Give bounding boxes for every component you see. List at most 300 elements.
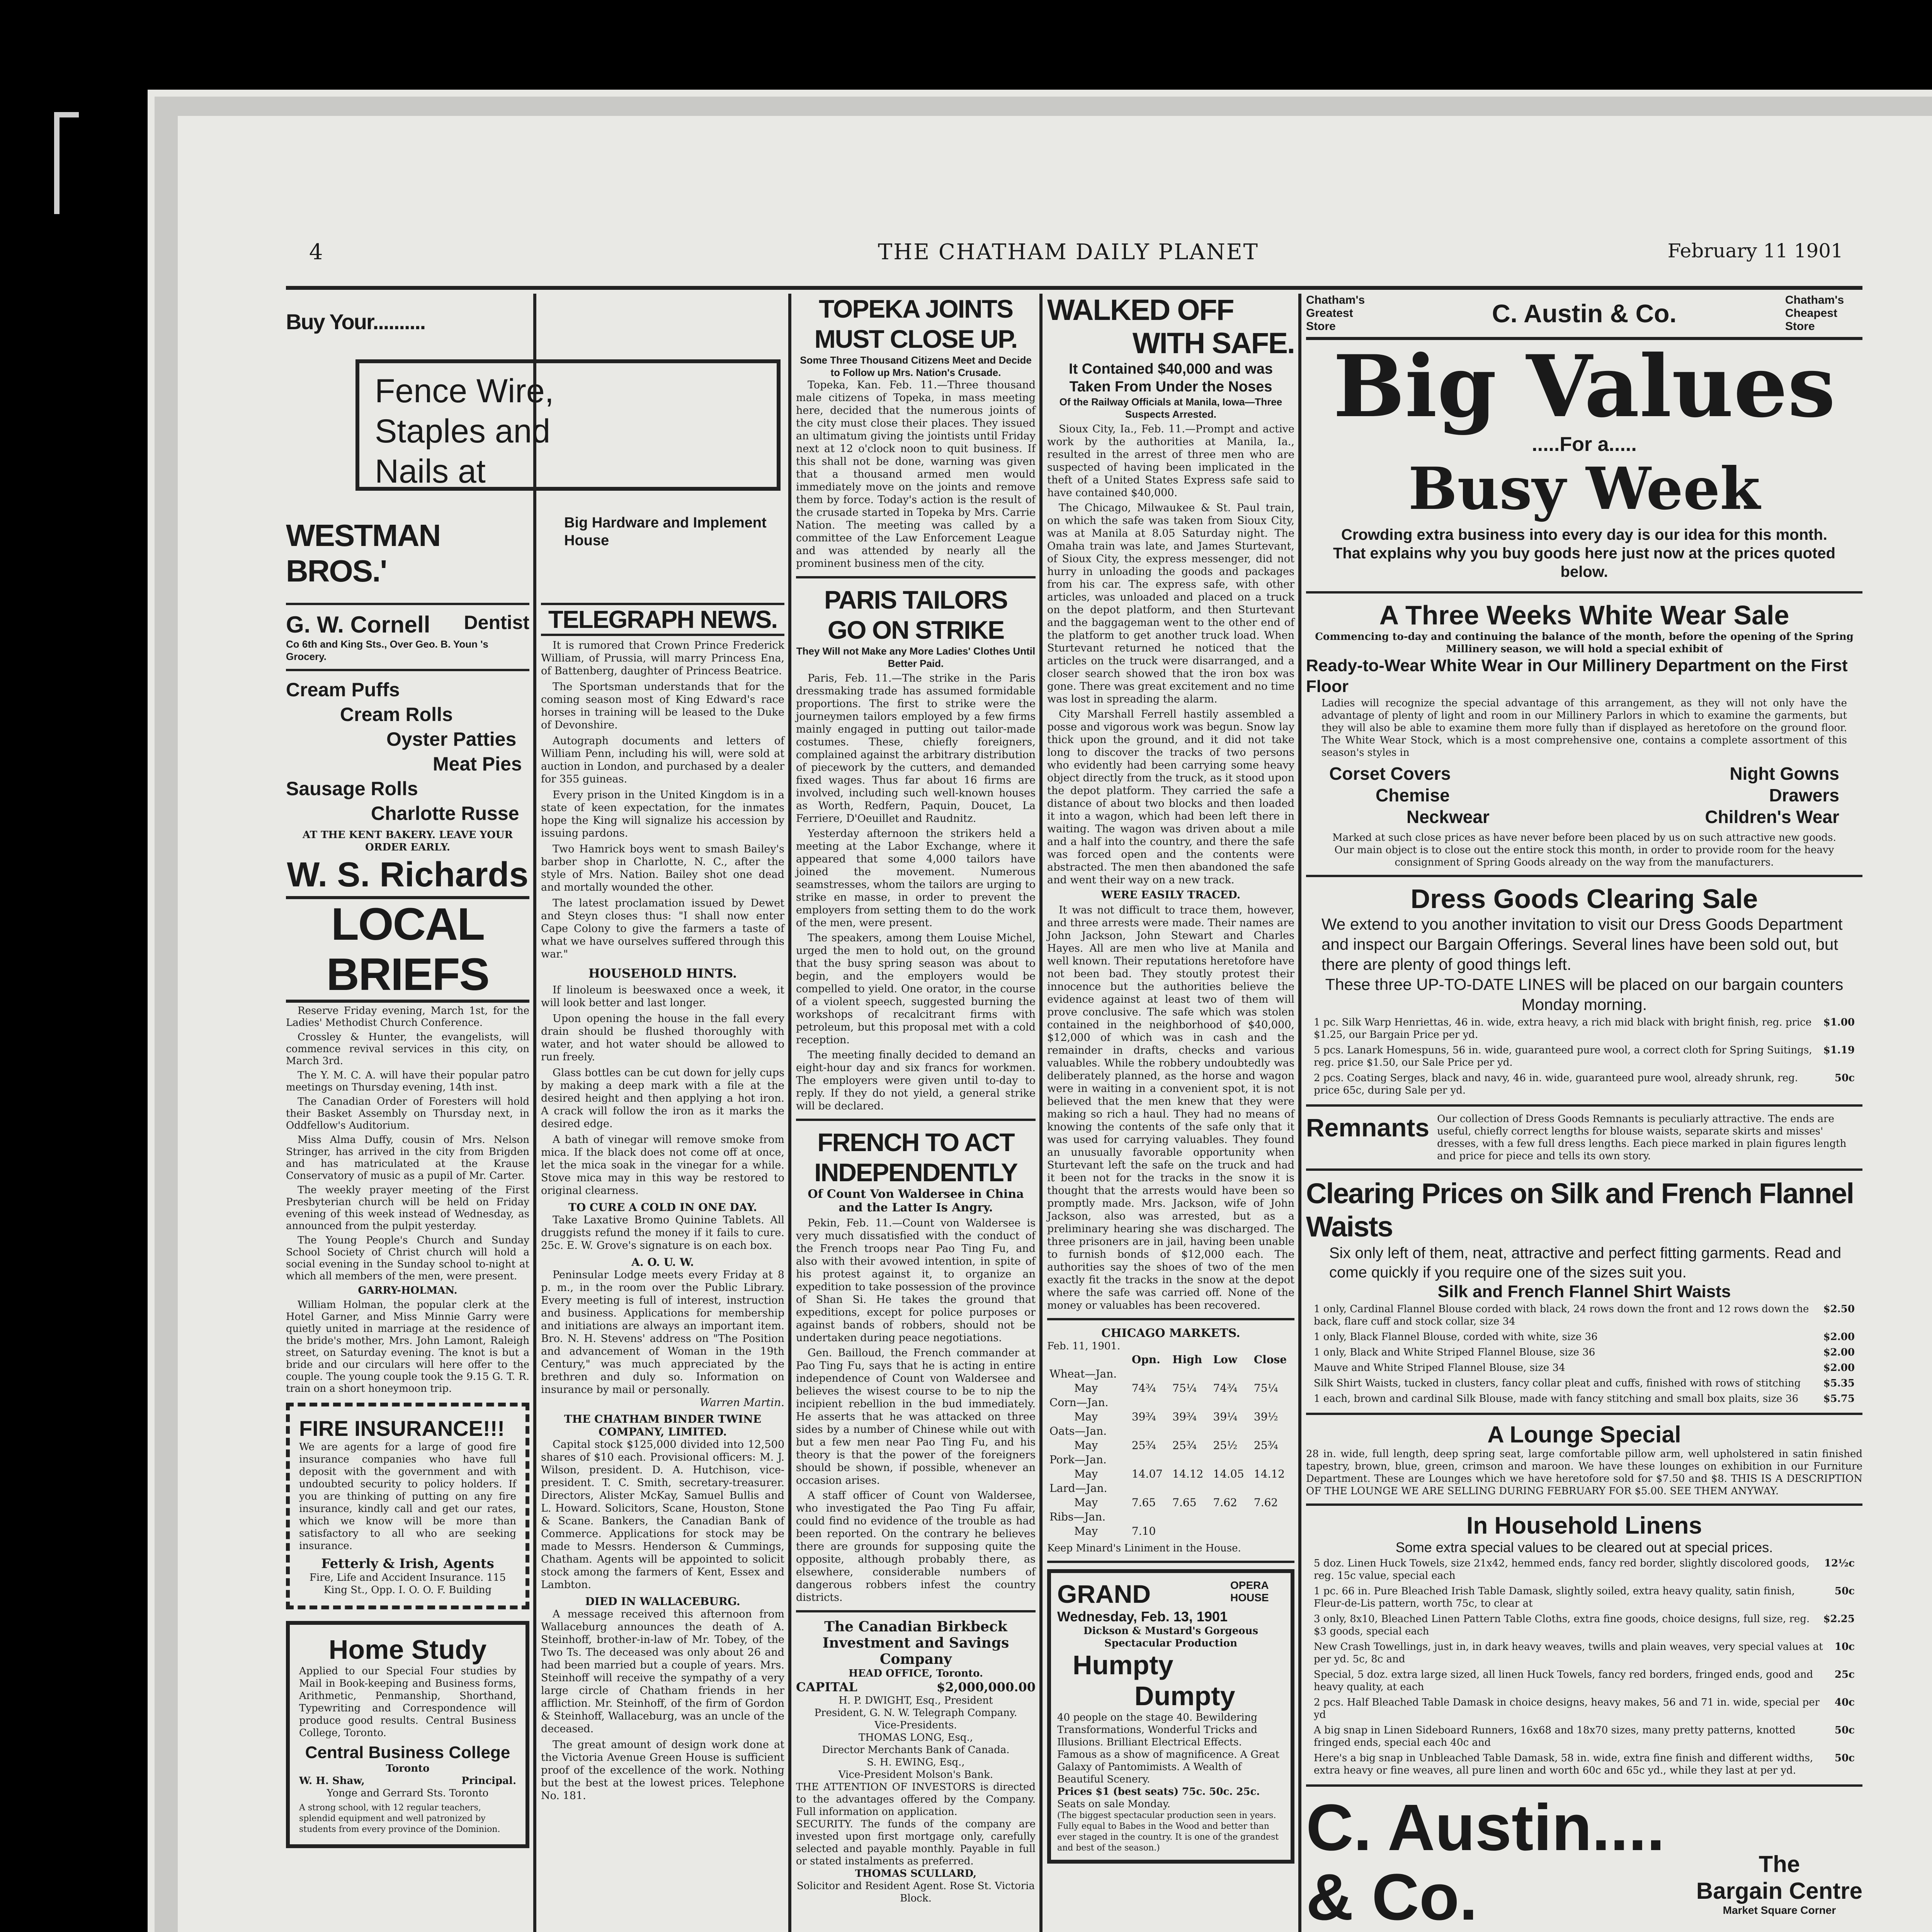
silk-title: Clearing Prices on Silk and French Flannel Waists xyxy=(1306,1177,1854,1243)
officer-line: S. H. EWING, Esq., xyxy=(867,1757,965,1768)
price-value: $2.25 xyxy=(1823,1613,1855,1625)
price-description: 1 only, Black and White Striped Flannel Blouse, size 36 xyxy=(1314,1347,1595,1358)
grand-producer: Dickson & Mustard's Gorgeous Spectacular Production xyxy=(1083,1625,1259,1649)
headline-line: WALKED OFF xyxy=(1047,294,1234,327)
study-title: Home Study xyxy=(328,1634,487,1665)
telegraph-body xyxy=(541,639,784,961)
topeka-headline xyxy=(796,294,1036,354)
price-line xyxy=(1306,1639,1862,1667)
white-wear-item: Neckwear xyxy=(1406,807,1490,827)
walked-deck2: Of the Railway Officials at Manila, Iowa—Three Suspects Arrested. xyxy=(1059,396,1282,420)
died-body: A message received this afternoon from Wallaceburg announces the death of A. Steinhoff, brother-in-law of Mr. Tobey, of the Two Ts. The deceased was only about 26 and had been married but a couple of years. Mrs. Steinhoff will receive the sympathy of a very large circle of Chatham friends in her affliction. Mr. Steinhoff, of the firm of Gordon & Steinhoff, Wallaceburg, was an uncle of the deceased. xyxy=(541,1608,784,1735)
white-wear-items xyxy=(1306,759,1862,832)
brief: Miss Alma Duffy, cousin of Mrs. Nelson Stringer, has arrived in the city from Brigden and has matriculated at the Krause Conservatory of music as a pupil of Mr. Carter. xyxy=(286,1134,529,1182)
table-cell: 14.05 xyxy=(1213,1468,1244,1480)
table-cell: 39¼ xyxy=(1213,1410,1238,1423)
table-cell xyxy=(1129,1367,1170,1381)
austin-right-tag: Chatham's Cheapest Store xyxy=(1785,294,1844,333)
table-cell xyxy=(1211,1510,1252,1524)
headline-line: FRENCH TO ACT xyxy=(817,1128,1014,1156)
table-row xyxy=(1047,1381,1294,1395)
price-description: 2 pcs. Half Bleached Table Damask in choice designs, heavy makes, 56 and 71 in. wide, special per yd xyxy=(1314,1697,1820,1721)
austin-lead: Crowding extra business into every day is our idea for this month. That explains why you buy goods here just now at the prices quoted below. xyxy=(1333,526,1836,580)
aouw-title: A. O. U. W. xyxy=(631,1256,694,1269)
grand-show1: Humpty xyxy=(1073,1650,1173,1680)
price-value: 25c xyxy=(1834,1669,1855,1680)
austin-left-tag: Chatham's Greatest Store xyxy=(1306,294,1365,333)
table-cell: May xyxy=(1074,1496,1098,1509)
household-body xyxy=(541,984,784,1197)
price-value: 50c xyxy=(1834,1752,1855,1764)
paris-para: The speakers, among them Louise Michel, urged the men to hold out, on the ground that the busy spring season was about to begin, and the employers would be compelled to yield. One orator, in the course of a violent speech, suggested burning the workshops of recalcitrant firms with petroleum, but this proposal met with a cold reception. xyxy=(796,932,1036,1046)
column-3 xyxy=(796,294,1036,1905)
table-row xyxy=(1047,1524,1294,1538)
divider xyxy=(286,669,529,671)
table-cell xyxy=(1211,1452,1252,1467)
table-cell: May xyxy=(1074,1439,1098,1452)
white-wear-title: A Three Weeks White Wear Sale xyxy=(1379,600,1789,630)
table-row xyxy=(1047,1495,1294,1510)
richards-name: W. S. Richards xyxy=(287,855,529,894)
price-description: 1 pc. Silk Warp Henriettas, 46 in. wide, extra heavy, a rich mid black with bright finish, reg. price $1.25, our Bargain Price per yd. xyxy=(1314,1017,1812,1041)
header-rule xyxy=(286,286,1862,290)
linen-intro: Some extra special values to be cleared out at special prices. xyxy=(1395,1539,1773,1555)
page-number: 4 xyxy=(309,240,323,265)
table-cell: 25¾ xyxy=(1253,1439,1278,1452)
price-description: Here's a big snap in Unbleached Table Damask, 58 in. wide, extra fine finish and different widths, extra heavy or fine weaves, all pure linen and worth 60c and 65c yd., while they last at per yd. xyxy=(1314,1752,1813,1776)
bakery-item: Sausage Rolls xyxy=(286,778,418,799)
table-header: Opn. xyxy=(1131,1353,1160,1366)
westman-tagline: Big Hardware and Implement House xyxy=(564,515,767,549)
price-value: 50c xyxy=(1834,1585,1855,1597)
officer-line: Director Merchants Bank of Canada. xyxy=(822,1744,1010,1756)
bakery-item: Charlotte Russe xyxy=(371,803,519,824)
table-cell: 7.10 xyxy=(1131,1525,1156,1537)
local-briefs-body xyxy=(286,1005,529,1395)
headline-line: MUST CLOSE UP. xyxy=(814,325,1017,353)
table-cell: 14.12 xyxy=(1172,1468,1204,1480)
remnants-title: Remnants xyxy=(1306,1113,1430,1142)
price-line xyxy=(1306,1329,1862,1345)
markets-date: Feb. 11, 1901. xyxy=(1047,1340,1121,1352)
officer-line: President, G. N. W. Telegraph Company. xyxy=(814,1707,1017,1719)
price-line xyxy=(1306,1015,1862,1043)
brief: The Y. M. C. A. will have their popular patro meetings on Thursday evening, 14th inst. xyxy=(286,1070,529,1093)
dress-goods-body: We extend to you another invitation to visit our Dress Goods Department and inspect our Bargain Offerings. Several lines have been sold out, but there are plenty of good things left. xyxy=(1321,915,1843,973)
price-description: Special, 5 doz. extra large sized, all linen Huck Towels, fancy red borders, fringed ends, good and heavy quality, at each xyxy=(1314,1669,1813,1693)
table-cell xyxy=(1170,1424,1211,1438)
price-line xyxy=(1306,1611,1862,1639)
price-value: $1.00 xyxy=(1823,1017,1855,1028)
headline-line: PARIS TAILORS xyxy=(824,585,1007,614)
price-description: 1 only, Cardinal Flannel Blouse corded with black, 24 rows down the front and 12 rows down the back, flare cuff and stock collar, size 34 xyxy=(1314,1303,1809,1327)
table-cell xyxy=(1170,1524,1211,1538)
table-row xyxy=(1047,1481,1294,1495)
white-wear-row xyxy=(1329,806,1839,828)
bakery-note: AT THE KENT BAKERY. LEAVE YOUR ORDER EARLY. xyxy=(302,829,513,853)
price-line xyxy=(1306,1360,1862,1376)
bargain-line: Bargain Centre xyxy=(1696,1878,1862,1904)
divider xyxy=(1306,1168,1862,1171)
grand-opera-ad xyxy=(1047,1569,1294,1864)
cornell-role: Dentist xyxy=(464,612,529,633)
price-line xyxy=(1306,1583,1862,1611)
binder-title: THE CHATHAM BINDER TWINE COMPANY, LIMITED. xyxy=(564,1413,762,1438)
divider xyxy=(286,603,529,605)
price-description: Mauve and White Striped Flannel Blouse, size 34 xyxy=(1314,1362,1565,1374)
column-4 xyxy=(1047,294,1294,1864)
brief-subhead: GARRY-HOLMAN. xyxy=(358,1285,457,1296)
fire-insurance-ad xyxy=(286,1403,529,1609)
price-description: 2 pcs. Coating Serges, black and navy, 46 in. wide, guaranteed pure wool, already shrunk, reg. price 65c, during Sale per yd. xyxy=(1314,1072,1798,1096)
table-cell xyxy=(1211,1424,1252,1438)
table-row xyxy=(1047,1410,1294,1424)
table-cell xyxy=(1170,1481,1211,1495)
price-description: 1 only, Black Flannel Blouse, corded with white, size 36 xyxy=(1314,1331,1598,1343)
topeka-deck: Some Three Thousand Citizens Meet and Decide to Follow up Mrs. Nation's Crusade. xyxy=(800,354,1032,378)
price-description: 5 doz. Linen Huck Towels, size 21x42, hemmed ends, fancy red border, slightly discolored goods, reg. 15c value, special each xyxy=(1314,1558,1810,1582)
cornell-name: G. W. Cornell xyxy=(286,612,430,638)
telegraph-title: TELEGRAPH NEWS. xyxy=(541,603,784,636)
table-cell xyxy=(1129,1395,1170,1410)
lounge-body: 28 in. wide, full length, deep spring seat, large comfortable pillow arm, well upholstered in satin finished tapestry, brown, blue, green, crimson and maroon. We have these lounges on exhibition in our Furniture Department. These are Lounges which we have heretofore sold for $7.50 and $8. THIS IS A DESCRIPTION OF THE LOUNGE WE ARE SELLING DURING FEBRUARY FOR $5.00. SEE THEM ANYWAY. xyxy=(1306,1448,1862,1497)
died-title: DIED IN WALLACEBURG. xyxy=(585,1595,740,1608)
white-wear-row xyxy=(1329,763,1839,784)
remnants-body: Our collection of Dress Goods Remnants is peculiarly attractive. The ends are useful, chiefly correct lengths for blouse waists, separate skirts and misses' dresses, with a few full dress lengths. Each piece marked in plain figures length and price for piece and tells its own story. xyxy=(1437,1113,1847,1162)
table-cell: 74¾ xyxy=(1213,1382,1238,1395)
fire-body: We are agents for a large of good fire insurance companies who have full deposit with the government and with undoubted security to policy holders. If you are thinking of putting on any fire insurance, kindly call and get our rates, which we know will be more than satisfactory to all who are seeking insurance. xyxy=(299,1441,516,1552)
westman-name: WESTMAN BROS.' xyxy=(286,518,440,588)
austin-name: C. Austin & Co. xyxy=(1492,299,1677,328)
bakery-item: Meat Pies xyxy=(433,753,522,775)
divider xyxy=(1047,1318,1294,1320)
table-row xyxy=(1047,1424,1294,1438)
table-cell: 39¾ xyxy=(1172,1410,1197,1423)
markets-title: CHICAGO MARKETS. xyxy=(1101,1327,1240,1340)
austin-topbar xyxy=(1306,294,1862,340)
linen-title: In Household Linens xyxy=(1466,1512,1702,1539)
study-address: Yonge and Gerrard Sts. Toronto xyxy=(327,1787,489,1799)
table-cell: 75¼ xyxy=(1172,1382,1197,1395)
divider xyxy=(1306,591,1862,594)
birkbeck-agent: THOMAS SCULLARD, xyxy=(855,1868,977,1879)
crop-mark xyxy=(54,112,79,214)
birkbeck-office: HEAD OFFICE, Toronto. xyxy=(848,1668,983,1679)
telegraph-item: The latest proclamation issued by Dewet and Steyn closes thus: "I shall now enter Cape Colony to give the farmers a taste of what we have ourselves suffered through this war." xyxy=(541,897,784,960)
divider xyxy=(1306,1104,1862,1107)
home-study-ad xyxy=(286,1621,529,1848)
austin-big-name-line: & Co. xyxy=(1306,1861,1478,1932)
austin-busy-week: Busy Week xyxy=(1408,455,1760,523)
silk-body: Six only left of them, neat, attractive and perfect fitting garments. Read and come quickly if you require one of the sizes suit you. xyxy=(1329,1245,1842,1281)
table-cell: May xyxy=(1074,1525,1098,1537)
french-para: Gen. Bailloud, the French commander at Pao Ting Fu, says that he is acting in entire independence of Count von Waldersee and believes the wisest course to be to nip the incipient rebellion in the bud immediately. He asserts that he was attacked on three sides by a number of Chinese while out with but a few men near Pao Ting Fu, and his theory is that the power of the foreigners should be shown, if possible, whenever an occasion arises. xyxy=(796,1347,1036,1486)
richards-items xyxy=(286,677,529,826)
table-cell xyxy=(1170,1395,1211,1410)
table-cell xyxy=(1129,1452,1170,1467)
price-line xyxy=(1306,1043,1862,1070)
table-cell: 25¾ xyxy=(1131,1439,1156,1452)
divider xyxy=(1306,1413,1862,1415)
price-line xyxy=(1306,1345,1862,1360)
remnants-block xyxy=(1306,1113,1862,1162)
price-line xyxy=(1306,1070,1862,1098)
bakery-item: Cream Puffs xyxy=(286,679,400,701)
austin-fora: .....For a..... xyxy=(1532,433,1637,456)
binder-body: Capital stock $125,000 divided into 12,500 shares of $10 each. Provisional officers: M. J. Wilson, president. D. A. Hutchison, vice-president. T. C. Smith, secretary-treasurer. Directors, Alister McKay, Samuel Bullis and L. Howard. Solicitors, Scane, Houston, Stone & Scane. Bankers, the Canadian Bank of Commerce. Applications for stock may be made to Messrs. Henderson & Cummings, Chatham. Agents will be appointed to solicit stock among the farmers of Kent, Essex and Lambton. xyxy=(541,1439,784,1591)
grand-details: 40 people on the stage 40. Bewildering Transformations, Wonderful Tricks and Illusions. Brilliant Electrical Effects. Famous as a show of magnificence. A Great Galaxy of Pantomimists. A Wealth of Beautiful Scenery. xyxy=(1057,1712,1280,1785)
column-2 xyxy=(541,603,784,1802)
price-value: $2.00 xyxy=(1823,1347,1855,1358)
price-value: 50c xyxy=(1834,1072,1855,1084)
column-rule xyxy=(1298,294,1301,1932)
table-cell: 39½ xyxy=(1253,1410,1278,1423)
aouw-sign: Warren Martin. xyxy=(699,1396,784,1409)
white-wear-sub: Ready-to-Wear White Wear in Our Millinery Department on the First Floor xyxy=(1306,656,1848,696)
table-cell xyxy=(1252,1395,1294,1410)
table-cell: Pork—Jan. xyxy=(1049,1453,1107,1466)
table-cell: 39¾ xyxy=(1131,1410,1156,1423)
table-cell xyxy=(1252,1424,1294,1438)
white-wear-item: Drawers xyxy=(1769,785,1839,805)
westman-line: Staples and xyxy=(375,413,551,450)
column-rule xyxy=(1039,294,1043,1932)
paris-body xyxy=(796,672,1036,1112)
brief: The Young People's Church and Sunday School Society of Christ church will hold a social evening in the Sunday school to-night at which all members of the men, were present. xyxy=(286,1235,529,1282)
table-cell xyxy=(1170,1510,1211,1524)
dress-goods-title: Dress Goods Clearing Sale xyxy=(1410,884,1758,914)
table-cell: Oats—Jan. xyxy=(1049,1425,1107,1437)
table-cell xyxy=(1252,1510,1294,1524)
officer-line: H. P. DWIGHT, Esq., President xyxy=(838,1695,993,1706)
officer-line: Vice-President Molson's Bank. xyxy=(838,1769,993,1781)
price-line xyxy=(1306,1391,1862,1406)
table-cell xyxy=(1252,1524,1294,1538)
table-cell xyxy=(1211,1395,1252,1410)
lounge-title: A Lounge Special xyxy=(1487,1422,1681,1447)
grand-header xyxy=(1057,1579,1284,1609)
officer-line: THOMAS LONG, Esq., xyxy=(858,1732,973,1743)
price-line xyxy=(1306,1750,1862,1778)
study-footer: A strong school, with 12 regular teachers, splendid equipment and well patronized by students from every province of the Dominion. xyxy=(299,1803,500,1834)
divider xyxy=(1306,1503,1862,1506)
table-cell: 7.62 xyxy=(1213,1496,1237,1509)
french-headline xyxy=(796,1127,1036,1187)
austin-bargain xyxy=(1696,1793,1862,1917)
hint: If linoleum is beeswaxed once a week, it will look better and last longer. xyxy=(541,984,784,1009)
minards-note: Keep Minard's Liniment in the House. xyxy=(1047,1543,1241,1554)
telegraph-item: It is rumored that Crown Prince Frederick William, of Prussia, will marry Princess Ena, of Battenberg, daughter of Princess Beatrice. xyxy=(541,639,784,677)
table-cell xyxy=(1252,1367,1294,1381)
grand-opera: OPERA HOUSE xyxy=(1230,1579,1269,1604)
study-body: Applied to our Special Four studies by Mail in Book-keeping and Business forms, Arithmetic, Penmanship, Shorthand, Typewriting and Correspondence will produce good results. Central Business College, Toronto. xyxy=(299,1665,516,1739)
table-cell xyxy=(1129,1424,1170,1438)
study-principal-title: Principal. xyxy=(461,1775,516,1787)
price-description: New Crash Towellings, just in, in dark heavy weaves, twills and plain weaves, very special values at per yd. 5c, 8c and xyxy=(1314,1641,1823,1665)
walked-headline xyxy=(1047,294,1294,360)
fire-address: Fire, Life and Accident Insurance. 115 King St., Opp. I. O. O. F. Building xyxy=(309,1572,506,1596)
table-cell: 14.07 xyxy=(1131,1468,1163,1480)
paris-para: Paris, Feb. 11.—The strike in the Paris dressmaking trade has assumed formidable proportions. The first to strike were the journeymen tailors employed by a few firms mainly engaged in putting out tailor-made costumes. These, chiefly foreigners, complained against the arbitrary distribution of piecework by the cutters, and demanded fixed wages. Thus far about 16 firms are involved, including such well-known houses as Worth, Redfern, Paquin, Doucet, La Ferriere, D'Oeuillet and Raudnitz. xyxy=(796,672,1036,825)
table-cell: Lard—Jan. xyxy=(1049,1482,1107,1495)
price-description: A big snap in Linen Sideboard Runners, 16x68 and 18x70 sizes, many pretty patterns, knotted fringed ends, special each 40c and xyxy=(1314,1725,1796,1748)
greenhouse-note: The great amount of design work done at the Victoria Avenue Green House is sufficient proof of the excellence of the work. Nothing but the best at the lowest prices. Telephone No. 181. xyxy=(541,1739,784,1802)
table-cell xyxy=(1211,1524,1252,1538)
table-row xyxy=(1047,1452,1294,1467)
walked-body xyxy=(1047,423,1294,1312)
table-header: High xyxy=(1172,1353,1202,1366)
brief: Reserve Friday evening, March 1st, for the Ladies' Methodist Church Conference. xyxy=(286,1005,529,1029)
table-cell: 25¾ xyxy=(1172,1439,1197,1452)
white-wear-item: Night Gowns xyxy=(1730,764,1839,784)
linen-list xyxy=(1306,1556,1862,1778)
white-wear-item: Corset Covers xyxy=(1329,764,1451,784)
french-para: A staff officer of Count von Waldersee, who investigated the Pao Ting Fu affair, could find no evidence of the trouble as had been reported. On the contrary he believes there are grounds for supposing quite the opposite, although probably there, as elsewhere, considerable numbers of dangerous robbers infest the country districts. xyxy=(796,1490,1036,1604)
table-cell xyxy=(1211,1367,1252,1381)
hint: A bath of vinegar will remove smoke from mica. If the black does not come off at once, let the mica soak in the vinegar for a while. Stove mica may in this way be restored to original clearness. xyxy=(541,1134,784,1197)
table-cell xyxy=(1129,1510,1170,1524)
column-rule xyxy=(533,294,536,1932)
study-principal-row xyxy=(299,1775,516,1787)
westman-kicker: Buy Your.......... xyxy=(286,310,425,334)
birkbeck-body: THE ATTENTION OF INVESTORS is directed to the advantages offered by the Company. Full information on application. xyxy=(796,1781,1036,1818)
issue-date: February 11 1901 xyxy=(1667,240,1843,262)
table-row xyxy=(1047,1367,1294,1381)
birkbeck-security: SECURITY. The funds of the company are invested upon first mortgage only, carefully selected and payable monthly. Payable in full or stated instalments as preferred. xyxy=(796,1818,1036,1867)
cold-title: TO CURE A COLD IN ONE DAY. xyxy=(568,1201,757,1214)
westman-line: Fence Wire, xyxy=(375,372,554,410)
price-value: $1.19 xyxy=(1823,1044,1855,1056)
white-wear-row xyxy=(1329,784,1839,806)
telegraph-item: The Sportsman understands that for the coming season most of King Edward's race horses in training will be leased to the Duke of Devonshire. xyxy=(541,681,784,731)
brief: The Canadian Order of Foresters will hold their Basket Assembly on Thursday next, in Oddfellow's Auditorium. xyxy=(286,1096,529,1131)
paris-headline xyxy=(796,585,1036,645)
table-header: Close xyxy=(1253,1353,1287,1366)
table-cell: Wheat—Jan. xyxy=(1049,1367,1117,1380)
white-wear-foot: Marked at such close prices as have never before been placed by us on such attractive new goods. xyxy=(1332,832,1836,844)
paris-para: Yesterday afternoon the strikers held a meeting at the Labor Exchange, where it appeared that some 4,000 tailors have joined the movement. Numerous seamstresses, whom the tailors are urging to strike en masse, in order to prevent the employers from setting them to do the work of the men, were present. xyxy=(796,828,1036,929)
walked-deck: It Contained $40,000 and was Taken From Under the Noses xyxy=(1069,361,1273,395)
austin-ad xyxy=(1306,294,1862,1932)
table-cell xyxy=(1129,1481,1170,1495)
headline-line: GO ON STRIKE xyxy=(827,616,1004,644)
price-line xyxy=(1306,1376,1862,1391)
brief: William Holman, the popular clerk at the Hotel Garner, and Miss Minnie Garry were quietly united in marriage at the residence of the bride's mother, Mrs. John Lamont, Raleigh street, on Saturday evening. The knot is but a bride and our circulars will here offer to the couple. The young couple took the 9.15 G. T. R. train on a short honeymoon trip. xyxy=(286,1299,529,1395)
divider xyxy=(796,1119,1036,1121)
telegraph-item: Every prison in the United Kingdom is in a state of keen expectation, for the inmates hope the King will signalize his accession by issuing pardons. xyxy=(541,789,784,839)
price-line xyxy=(1306,1301,1862,1329)
french-para: Pekin, Feb. 11.—Count von Waldersee is very much dissatisfied with the conduct of the French troops near Pao Ting Fu, and also with their avowed intention, in spite of his protest against it, to organize an expedition to take possession of the province of Shan Si. He takes the ground that expeditions, except for police purposes or against bands of robbers, should not be undertaken during peace negotiations. xyxy=(796,1217,1036,1344)
white-wear-intro: Commencing to-day and continuing the balance of the month, before the opening of the Spring Millinery season, we will hold a special exhibit of xyxy=(1315,631,1854,655)
page-header xyxy=(294,240,1843,267)
price-value: $5.75 xyxy=(1823,1393,1855,1405)
birkbeck-capital: $2,000,000.00 xyxy=(936,1680,1036,1694)
table-cell xyxy=(1170,1367,1211,1381)
price-line xyxy=(1306,1723,1862,1750)
table-cell: 14.12 xyxy=(1253,1468,1285,1480)
dress-goods-sub: These three UP-TO-DATE LINES will be placed on our bargain counters Monday morning. xyxy=(1325,975,1844,1014)
telegraph-item: Autograph documents and letters of William Penn, including his will, were sold at auction in London, and purchased by a dealer for 355 guineas. xyxy=(541,735,784,785)
french-body xyxy=(796,1217,1036,1604)
cornell-ad xyxy=(286,611,529,638)
cornell-address: Co 6th and King Sts., Over Geo. B. Youn 's Grocery. xyxy=(286,638,488,662)
silk-list xyxy=(1306,1301,1862,1406)
price-description: 1 pc. 66 in. Pure Bleached Irish Table Damask, slightly soiled, extra heavy quality, satin finish, Fleur-de-Lis pattern, worth 75c, to clear at xyxy=(1314,1585,1795,1609)
table-cell xyxy=(1170,1452,1211,1467)
price-value: 12½c xyxy=(1824,1558,1855,1569)
divider xyxy=(1306,875,1862,877)
table-cell: 7.62 xyxy=(1253,1496,1278,1509)
table-cell: 75¼ xyxy=(1253,1382,1278,1395)
table-header: Low xyxy=(1213,1353,1237,1366)
price-value: 50c xyxy=(1834,1725,1855,1736)
study-principal: W. H. Shaw, xyxy=(299,1775,365,1787)
household-title: HOUSEHOLD HINTS. xyxy=(588,966,737,981)
birkbeck-capital-label: CAPITAL xyxy=(796,1680,857,1694)
price-value: $2.00 xyxy=(1823,1331,1855,1343)
table-cell: 7.65 xyxy=(1131,1496,1156,1509)
grand-show2: Dumpty xyxy=(1134,1681,1235,1711)
brief: The weekly prayer meeting of the First Presbyterian church will be held on Friday evening of this week instead of Wednesday, as announced from the pulpit yesterday. xyxy=(286,1184,529,1232)
table-row xyxy=(1047,1510,1294,1524)
table-cell: 7.65 xyxy=(1172,1496,1197,1509)
price-value: $2.50 xyxy=(1823,1303,1855,1315)
price-value: 10c xyxy=(1834,1641,1855,1653)
white-wear-item: Chemise xyxy=(1376,785,1450,805)
brief: Crossley & Hunter, the evangelists, will commence revival services in this city, on March 3rd. xyxy=(286,1031,529,1067)
table-row xyxy=(1047,1467,1294,1481)
price-description: 5 pcs. Lanark Homespuns, 56 in. wide, guaranteed pure wool, a correct cloth for Spring Suitings, reg. price $1.50, our Sale Price per yd. xyxy=(1314,1044,1812,1068)
divider xyxy=(1047,1561,1294,1563)
hint: Glass bottles can be cut down for jelly cups by making a deep mark with a file at the desired height and then applying a hot iron. A crack will follow the iron as it marks the desired edge. xyxy=(541,1067,784,1130)
westman-ad xyxy=(286,309,767,588)
silk-sub: Silk and French Flannel Shirt Waists xyxy=(1437,1282,1731,1301)
paris-deck: They Will not Make any More Ladies' Clothes Until Better Paid. xyxy=(796,645,1036,669)
price-line xyxy=(1306,1695,1862,1723)
markets-table xyxy=(1047,1352,1294,1538)
headline-line: TOPEKA JOINTS xyxy=(818,294,1013,323)
local-briefs-title: LOCAL BRIEFS xyxy=(286,896,529,1003)
austin-signature xyxy=(1306,1793,1862,1932)
grand-date: Wednesday, Feb. 13, 1901 xyxy=(1057,1609,1228,1624)
birkbeck-officers xyxy=(796,1694,1036,1781)
masthead: THE CHATHAM DAILY PLANET xyxy=(878,240,1259,265)
column-1-lower xyxy=(286,603,529,1848)
walked-para: It was not difficult to trace them, however, and three arrests were made. Their names are John Jackson, John Stewart and Charles Hayes. All are men who live at Manila and well known. Their reputations heretofore have not been bad. They stoutly protest their innocence but the authorities believe the evidence against at least two of them will prove conclusive. The safe which was stolen contained in the neighborhood of $40,000, $12,000 of which was in cash and the remainder in drafts, checks and various valuables. While the robbery undoubtedly was deliberately planned, as the horse and wagon were in waiting in a convenient spot, it is not believed that the men knew that they were making so rich a haul. They had no means of knowing the contents of the safe only that it was used for carrying valuables. They found an unusually favorable opportunity when Sturtevant left the safe on the truck and had it been not for the tracks in the snow it is thought that the arrests would have been so promptly made. Mrs. Jackson, wife of John Jackson, also was arrested, but as a preliminary hearing she was discharged. The three prisoners are in jail, having been unable to furnish bonds of $12,000 each. The authorities say the shoes of two of the men exactly fit the tracks in the snow at the depot where the safe was carried off. None of the money or valuables has been recovered. xyxy=(1047,904,1294,1311)
bakery-item: Cream Rolls xyxy=(340,704,453,725)
walked-para: City Marshall Ferrell hastily assembled a posse and vigorous work was begun. Snow lay thick upon the ground, and it did not take long to discover the tracks of two persons who evidently had been carrying some heavy object directly from the truck, as it stood upon the depot platform. They carried the safe a distance of about two blocks and then loaded it into a wagon, which had been left there in waiting. The wagon was driven about a mile and a half into the country, and there the safe was forced open and the contents were abstracted. The men then abandoned the safe and went their way on a new track. xyxy=(1047,708,1294,886)
topeka-body: Topeka, Kan. Feb. 11.—Three thousand male citizens of Topeka, in mass meeting here, decided that the numerous joints of the city must close their places. They issued an ultimatum giving the jointists until Friday next at 12 o'clock noon to quit business. If this shall not be done, warning was given that a thousand armed men would immediately move on the joints and remove them by force. Today's action is the result of the crusade started in Topeka by Mrs. Carrie Nation. The meeting was called by a committee of the Law Enforcement League and was attended by nearly all the prominent business men of the city. xyxy=(796,379,1036,570)
table-cell xyxy=(1252,1481,1294,1495)
study-school: Central Business College xyxy=(305,1743,510,1762)
price-line xyxy=(1306,1667,1862,1695)
divider xyxy=(796,1610,1036,1612)
divider xyxy=(796,576,1036,578)
table-header-row xyxy=(1047,1352,1294,1367)
table-cell: 25½ xyxy=(1213,1439,1238,1452)
table-cell xyxy=(1211,1481,1252,1495)
column-rule xyxy=(788,294,791,1932)
white-wear-foot2: Our main object is to close out the entire stock this month, in order to provide room for the heavy consignment of Spring Goods already on the way from the manufacturers. xyxy=(1334,844,1834,868)
bargain-corner: Market Square Corner xyxy=(1723,1904,1836,1916)
aouw-body: Peninsular Lodge meets every Friday at 8 p. m., in the room over the Public Library. Every meeting is full of interest, instruction and business. Applications for membership and initiations are always an important item. Bro. N. H. Stevens' address on "The Position and advancement of Woman in the 19th Century," was much appreciated by the brethren and duly so. Information on insurance by mail or personally. xyxy=(541,1269,784,1396)
walked-subhead: WERE EASILY TRACED. xyxy=(1101,889,1241,901)
table-row xyxy=(1047,1395,1294,1410)
westman-box xyxy=(355,359,781,491)
westman-line: Nails at xyxy=(375,453,486,490)
birkbeck-agent-title: Solicitor and Resident Agent. Rose St. Victoria Block. xyxy=(796,1880,1035,1904)
table-cell: May xyxy=(1074,1410,1098,1423)
